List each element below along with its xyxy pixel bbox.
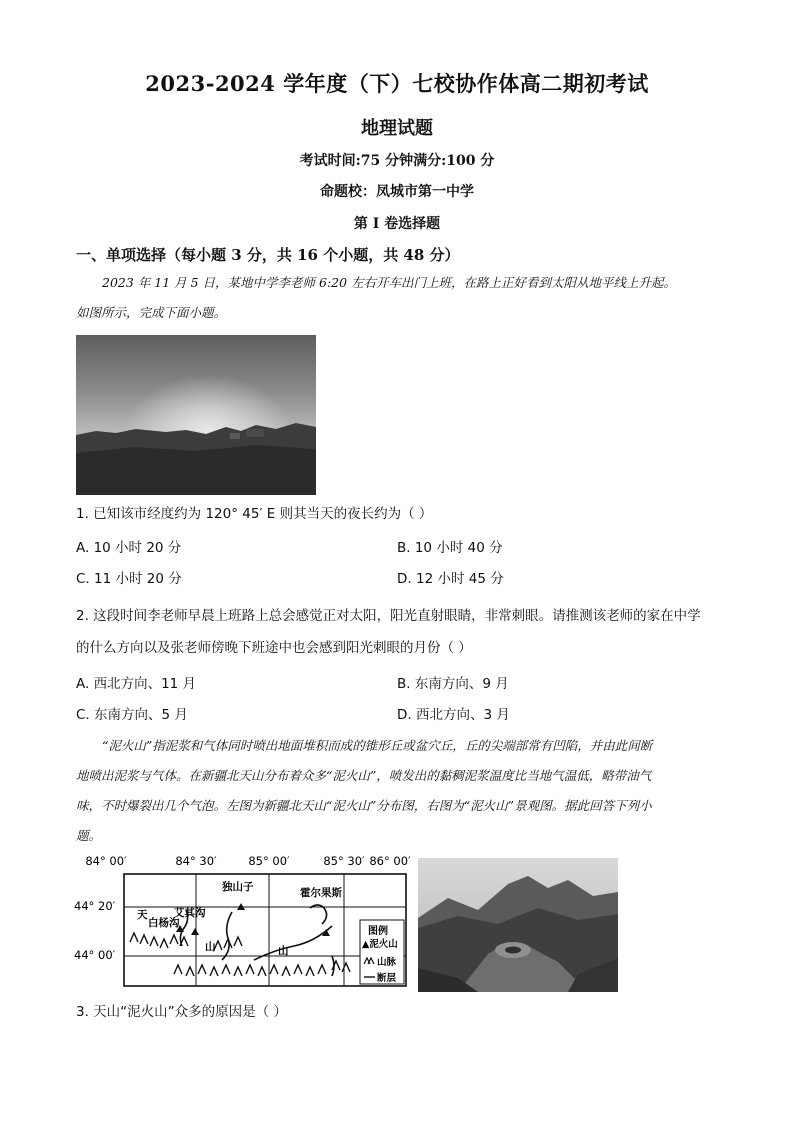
legend-title: 图例 [368, 926, 388, 937]
question-2-stem [76, 600, 726, 664]
q2-stem-line-1: 2. 这段时间李老师早晨上班路上总会感觉正对太阳，阳光直射眼睛，非常刺眼。请推测该老师的家在中学 [76, 608, 701, 624]
mud-volcano-distribution-map [74, 852, 414, 998]
exam-title: 2023-2024 学年度（下）七校协作体高二期初考试 [145, 71, 649, 96]
lon-label-84-30: 84° 30′ [175, 854, 217, 868]
q2-option-b[interactable]: B. 东南方向、9 月 [397, 676, 509, 692]
label-tian: 天 [137, 909, 148, 921]
subject-title: 地理试题 [361, 118, 433, 139]
lat-label-44-00: 44° 00′ [74, 948, 116, 962]
intro-line-2: 如图所示，完成下面小题。 [76, 305, 227, 320]
place-baiyang: 白杨沟 [148, 917, 180, 929]
label-shan-1: 山 [205, 941, 216, 953]
setter-school: 命题校：凤城市第一中学 [320, 184, 474, 200]
section-heading: 一、单项选择（每小题 3 分，共 16 个小题，共 48 分） [76, 246, 460, 264]
q1-option-d[interactable]: D. 12 小时 45 分 [397, 571, 504, 587]
passage-line-2: 地喷出泥浆与气体。在新疆北天山分布着众多“泥火山”，喷发出的黏稠泥浆温度比当地气温低，略带油气 [76, 768, 652, 783]
q1-option-c[interactable]: C. 11 小时 20 分 [76, 571, 182, 587]
question-3-stem: 3. 天山“泥火山”众多的原因是（ ） [76, 1004, 287, 1020]
question-1-stem: 1. 已知该市经度约为 120° 45′ E 则其当天的夜长约为（ ） [76, 506, 433, 522]
place-horgos: 霍尔果斯 [300, 887, 342, 899]
mountain-symbols [130, 933, 350, 976]
legend-fault: 断层 [377, 973, 397, 984]
place-dushanzi: 独山子 [222, 881, 254, 893]
passage-line-3: 味，不时爆裂出几个气泡。左图为新疆北天山“泥火山”分布图，右图为“泥火山”景观图。据此回答下列小 [76, 798, 652, 813]
sunrise-photo [76, 335, 316, 495]
legend-mud-volcano: ▲泥火山 [362, 939, 398, 950]
mud-volcano-passage [76, 731, 722, 851]
legend-mountain: 山脉 [377, 957, 397, 968]
mud-volcano-landscape-photo [418, 858, 618, 992]
volume-title: 第 I 卷选择题 [353, 216, 441, 232]
q1-option-a[interactable]: A. 10 小时 20 分 [76, 540, 182, 556]
q1-option-b[interactable]: B. 10 小时 40 分 [397, 540, 503, 556]
lat-label-44-20: 44° 20′ [74, 899, 116, 913]
q2-option-c[interactable]: C. 东南方向、5 月 [76, 707, 188, 723]
lon-label-86-00: 86° 00′ [369, 854, 411, 868]
lon-label-85-00: 85° 00′ [248, 854, 290, 868]
place-aiqi: 艾其沟 [174, 907, 206, 919]
lon-label-85-30: 85° 30′ [323, 854, 365, 868]
q2-option-d[interactable]: D. 西北方向、3 月 [397, 707, 510, 723]
lon-label-84-00: 84° 00′ [85, 854, 127, 868]
passage-line-1: “泥火山”指泥浆和气体同时喷出地面堆积而成的锥形丘或盆穴丘，丘的尖端部常有凹陷，并由此间断 [102, 738, 653, 753]
label-shan-2: 山 [278, 945, 289, 957]
passage-line-4: 题。 [76, 828, 102, 843]
intro-passage [76, 268, 722, 328]
q2-stem-line-2: 的什么方向以及张老师傍晚下班途中也会感到阳光刺眼的月份（ ） [76, 640, 472, 656]
exam-time-info: 考试时间:75 分钟满分:100 分 [299, 153, 495, 169]
q2-option-a[interactable]: A. 西北方向、11 月 [76, 676, 197, 692]
intro-line-1: 2023 年 11 月 5 日，某地中学李老师 6:20 左右开车出门上班，在路上正好看到太阳从地平线上升起。 [102, 275, 677, 290]
